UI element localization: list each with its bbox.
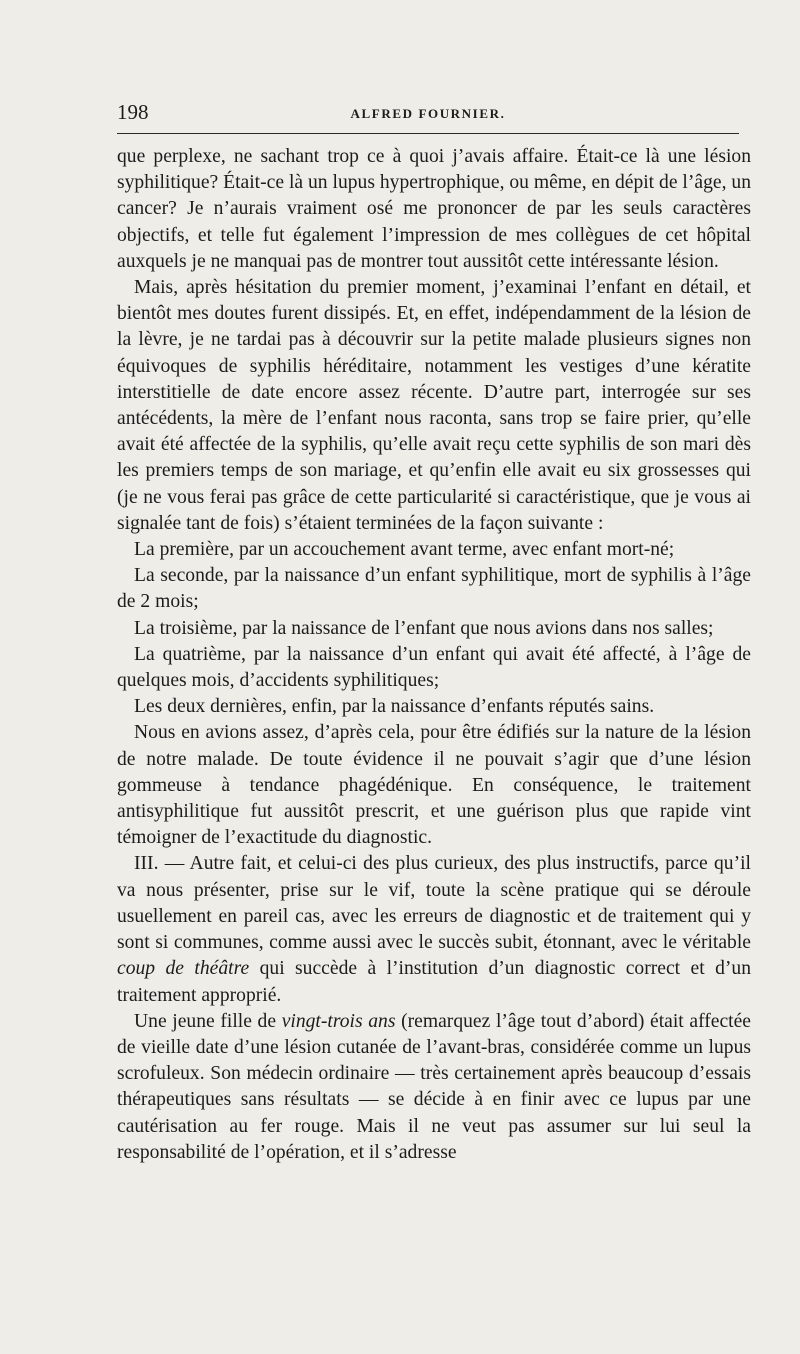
paragraph-list-item: La seconde, par la naissance d’un enfant syphilitique, mort de syphilis à l’âge de 2 mois; [117, 565, 751, 613]
paragraph-text: (remarquez l’âge tout d’abord) était affectée de vieille date d’une lésion cutanée de l’avant-bras, considérée comme un lupus scrofuleux. Son médecin ordinaire — très certainement après beaucoup d’essais thérapeutiques sans résultats — se décide à en finir avec ce lupus par une cautérisation au fer rouge. Mais il ne veut pas assumer sur lui seul la responsabilité de l’opération, et il s’adresse [117, 1010, 751, 1163]
header-rule [117, 133, 739, 134]
paragraph-text: Une jeune fille de [134, 1010, 282, 1032]
paragraph: Mais, après hésitation du premier moment, j’examinai l’enfant en détail, et bientôt mes doutes furent dissipés. Et, en effet, indépendamment de la lésion de la lèvre, je ne tardai pas à découvrir sur la petite malade plusieurs signes non équivoques de syphilis héréditaire, notamment les vestiges d’une kératite interstitielle de date encore assez récente. D’autre part, interrogée sur ses antécédents, la mère de l’enfant nous raconta, sans trop se faire prier, qu’elle avait été affectée de la syphilis, qu’elle avait reçu cette syphilis de son mari dès les premiers temps de son mariage, et qu’enfin elle avait eu six grossesses qui (je ne vous ferai pas grâce de cette particularité si caractéristique, que je vous ai signalée tant de fois) s’étaient terminées de la façon suivante : [117, 277, 751, 534]
page-header [117, 100, 739, 126]
paragraph-case-three [117, 851, 751, 1008]
page-number: 198 [117, 100, 149, 124]
paragraph-list-item: La première, par un accouchement avant terme, avec enfant mort-né; [134, 539, 675, 561]
paragraph: Nous en avions assez, d’après cela, pour être édifiés sur la nature de la lésion de notre malade. De toute évidence il ne pouvait s’agir que d’une lésion gommeuse à tendance phagédénique. En conséquence, le traitement antisyphilitique fut aussitôt prescrit, et une guérison plus que rapide vint témoigner de l’exactitude du diagnostic. [117, 722, 751, 849]
paragraph-list-item: La troisième, par la naissance de l’enfant que nous avions dans nos salles; [134, 617, 714, 639]
paragraph-text: qui succède à l’institution d’un diagnostic correct et d’un traitement approprié. [117, 958, 751, 1006]
paragraph-text: III. — Autre fait, et celui-ci des plus curieux, des plus instructifs, parce qu’il va nous présenter, prise sur le vif, toute la scène pratique qui se déroule usuellement en pareil cas, avec les erreurs de diagnostic et de traitement qui y sont si communes, comme aussi avec le succès subit, étonnant, avec le véritable [117, 853, 751, 954]
running-title: ALFRED FOURNIER. [350, 106, 506, 121]
paragraph-list-item: La quatrième, par la naissance d’un enfant qui avait été affecté, à l’âge de quelques mois, d’accidents syphilitiques; [117, 643, 751, 692]
italic-phrase: coup de théâtre [117, 958, 250, 980]
body-text [117, 144, 751, 1166]
italic-phrase: vingt-trois ans [281, 1010, 396, 1032]
paragraph-case-description [117, 1009, 751, 1166]
paragraph-list-item: Les deux dernières, enfin, par la naissance d’enfants réputés sains. [134, 696, 655, 718]
paragraph-continuation: que perplexe, ne sachant trop ce à quoi j’avais affaire. Était-ce là une lésion syphilitique? Était-ce là un lupus hypertrophique, ou même, en dépit de l’âge, un cancer? Je n’aurais vraiment osé me prononcer de par les seuls caractères objectifs, et telle fut également l’impression de mes collègues de cet hôpital auxquels je ne manquai pas de montrer tout aussitôt cette intéressante lésion. [117, 146, 751, 272]
